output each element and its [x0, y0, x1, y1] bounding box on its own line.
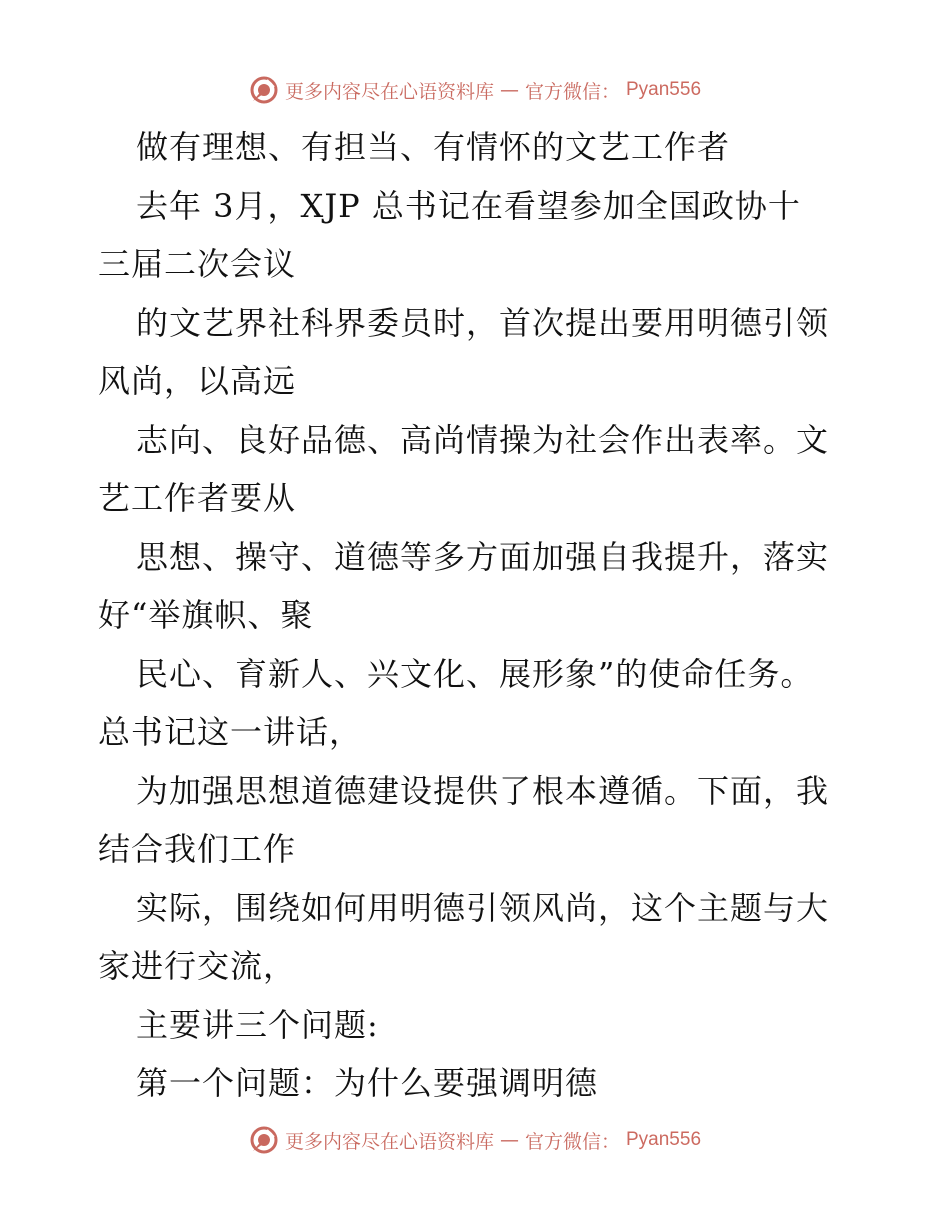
paragraph-line: 主要讲三个问题: — [136, 1005, 379, 1044]
paragraph-line: 志向、良好品德、高尚情操为社会作出表率。文 — [136, 420, 830, 459]
pen-logo-icon — [249, 1125, 279, 1155]
paragraph-line: 实际，围绕如何用明德引领风尚，这个主题与大 — [136, 888, 830, 927]
watermark-text: 更多内容尽在心语资料库 — [284, 80, 494, 103]
paragraph-line: 结合我们工作 — [98, 830, 297, 868]
watermark-contact-label: 官方微信： — [524, 1130, 620, 1153]
paragraph-line: 总书记这一讲话， — [98, 713, 363, 751]
watermark-text: 更多内容尽在心语资料库 — [284, 1130, 494, 1153]
paragraph-line: 去年 3月，XJP 总书记在看望参加全国政协十 — [136, 186, 801, 225]
paragraph-line: 思想、操守、道德等多方面加强自我提升，落实 — [136, 537, 830, 576]
paragraph-line: 风尚，以高远 — [98, 362, 297, 400]
paragraph-line: 艺工作者要从 — [98, 479, 297, 517]
section-heading: 第一个问题：为什么要强调明德 — [136, 1064, 599, 1102]
watermark-separator: — — [499, 1129, 519, 1151]
document-title: 做有理想、有担当、有情怀的文艺工作者 — [136, 128, 731, 166]
paragraph-line: 三届二次会议 — [98, 245, 297, 283]
paragraph-line: 好“举旗帜、聚 — [98, 596, 314, 634]
watermark-contact-id: Pyan556 — [626, 1129, 702, 1150]
watermark-contact-id: Pyan556 — [626, 79, 702, 100]
header-watermark — [0, 72, 950, 108]
document-body — [98, 118, 858, 1113]
paragraph-line: 的文艺界社科界委员时，首次提出要用明德引领 — [136, 303, 830, 342]
paragraph-line: 家进行交流， — [98, 947, 297, 985]
watermark-separator: — — [499, 79, 519, 101]
pen-logo-icon — [249, 75, 279, 105]
paragraph-line: 为加强思想道德建设提供了根本遵循。下面，我 — [136, 771, 830, 810]
footer-watermark — [0, 1122, 950, 1158]
watermark-contact-label: 官方微信： — [524, 80, 620, 103]
paragraph-line: 民心、育新人、兴文化、展形象”的使命任务。 — [136, 654, 814, 693]
